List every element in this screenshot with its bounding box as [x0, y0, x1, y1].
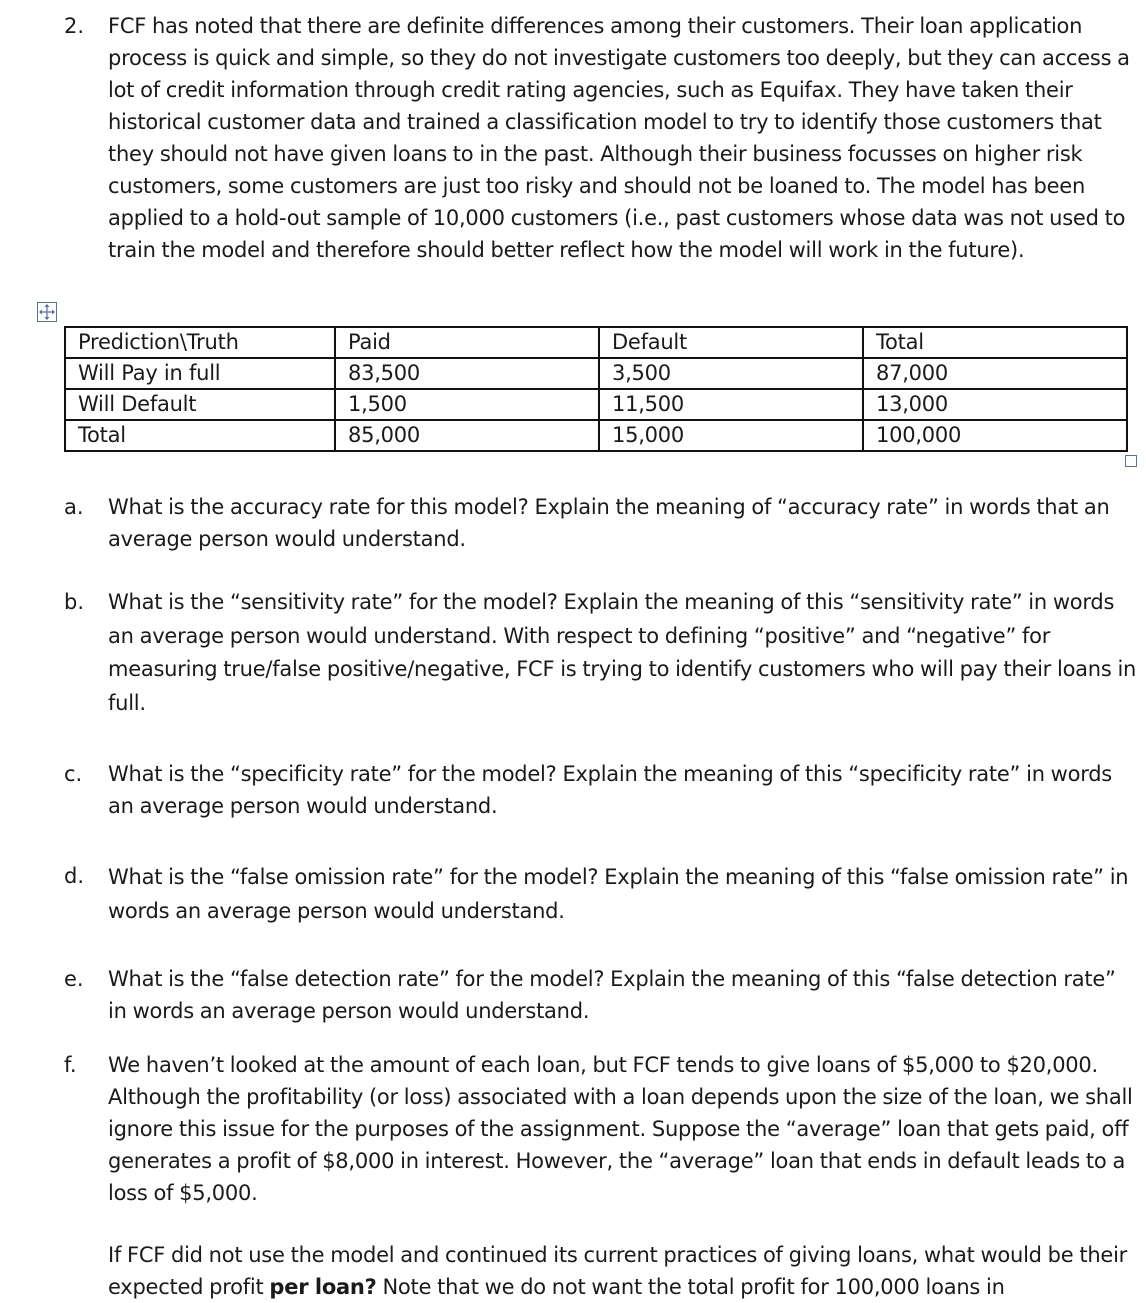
table-cell[interactable]: 85,000 — [335, 420, 599, 451]
question-text: What is the “sensitivity rate” for the model? Explain the meaning of this “sensitivity rate” in words an average person would understand. With respect to defining “positive” and “negative” for measuring true/false positive/negative, FCF is trying to identify customers who will pay their loans in full. — [108, 590, 1137, 715]
table-row — [65, 389, 1127, 420]
table-header-cell[interactable]: Default — [599, 327, 863, 358]
table-header-cell[interactable]: Paid — [335, 327, 599, 358]
question-text: What is the “false detection rate” for the model? Explain the meaning of this “false detection rate” in words an average person would understand. — [108, 967, 1116, 1023]
question-label: e. — [64, 967, 84, 991]
table-move-handle-icon[interactable] — [37, 302, 57, 322]
question-text: What is the accuracy rate for this model? Explain the meaning of “accuracy rate” in words that an average person would understand. — [108, 495, 1110, 551]
table-header-cell[interactable]: Prediction\Truth — [65, 327, 335, 358]
table-header-cell[interactable]: Total — [863, 327, 1127, 358]
table-cell[interactable]: 11,500 — [599, 389, 863, 420]
question-text: What is the “false omission rate” for the model? Explain the meaning of this “false omission rate” in words an average person would understand. — [108, 865, 1129, 923]
question-number: 2. — [64, 14, 85, 38]
question-text: What is the “specificity rate” for the model? Explain the meaning of this “specificity rate” in words an average person would understand. — [108, 762, 1112, 818]
followup-text-after: Note that we do not want the total profit for 100,000 loans in — [376, 1275, 1005, 1299]
question-text: We haven’t looked at the amount of each loan, but FCF tends to give loans of $5,000 to $20,000. Although the profitability (or loss) associated with a loan depends upon the size of the loan, we shall ignore this issue for the purposes of the assignment. Suppose the “average” loan that gets paid, off generates a profit of $8,000 in interest. However, the “average” loan that ends in default leads to a loss of $5,000. — [108, 1053, 1133, 1205]
followup-bold-text: per loan? — [269, 1275, 377, 1299]
question-label: a. — [64, 495, 84, 519]
table-cell[interactable]: 87,000 — [863, 358, 1127, 389]
table-header-row — [65, 327, 1127, 358]
table-row — [65, 420, 1127, 451]
question-intro-text: FCF has noted that there are definite differences among their customers. Their loan application process is quick and simple, so they do not investigate customers too deeply, but they can access a lot of credit information through credit rating agencies, such as Equifax. They have taken their historical customer data and trained a classification model to try to identify those customers that they should not have given loans to in the past. Although their business focusses on higher risk customers, some customers are just too risky and should not be loaned to. The model has been applied to a hold-out sample of 10,000 customers (i.e., past customers whose data was not used to train the model and therefore should better reflect how the model will work in the future). — [108, 14, 1130, 262]
table-cell[interactable]: 15,000 — [599, 420, 863, 451]
question-label: b. — [64, 590, 85, 614]
followup-text-before: If FCF did not use the model and continued its current practices of giving loans, what would be their expected profit — [108, 1243, 1128, 1299]
question-label: f. — [64, 1053, 77, 1077]
table-cell[interactable]: Will Pay in full — [65, 358, 335, 389]
table-cell[interactable]: 1,500 — [335, 389, 599, 420]
table-resize-handle-icon[interactable] — [1125, 455, 1137, 467]
table-cell[interactable]: Total — [65, 420, 335, 451]
question-label: c. — [64, 762, 83, 786]
question-label: d. — [64, 864, 85, 888]
table-cell[interactable]: 3,500 — [599, 358, 863, 389]
table-cell[interactable]: 100,000 — [863, 420, 1127, 451]
table-cell[interactable]: 13,000 — [863, 389, 1127, 420]
table-row — [65, 358, 1127, 389]
confusion-matrix-table — [64, 326, 1128, 452]
table-cell[interactable]: Will Default — [65, 389, 335, 420]
table-cell[interactable]: 83,500 — [335, 358, 599, 389]
followup-text — [108, 1239, 1138, 1303]
